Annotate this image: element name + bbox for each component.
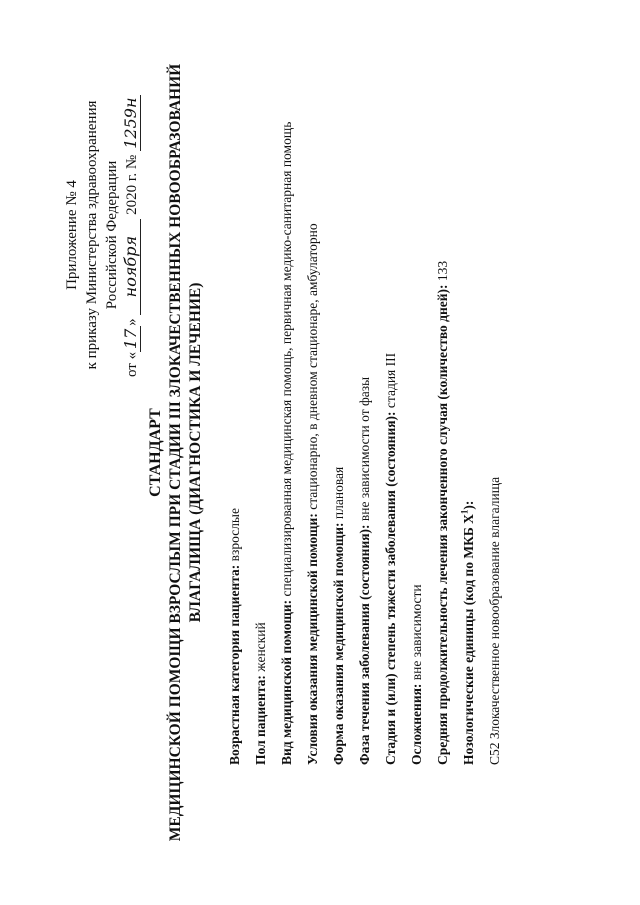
field-sex: Пол пациента: женский — [253, 622, 268, 765]
handwritten-day: 17 — [122, 326, 141, 352]
appendix-title: Приложение № 4 — [64, 180, 80, 290]
appendix-block — [62, 65, 142, 405]
footnote-marker: 1 — [459, 509, 470, 515]
handwritten-order-number: 1259н — [122, 95, 141, 151]
appendix-date-row: от «17» ноября 2020 г. № 1259н — [122, 65, 142, 405]
date-prefix: от — [124, 363, 140, 377]
field-care-conditions: Условия оказания медицинской помощи: стационарно, в дневном стационаре, амбулаторно — [305, 223, 320, 765]
field-disease-phase: Фаза течения заболевания (состояния): вне зависимости от фазы — [357, 376, 372, 765]
document-title-line1: МЕДИЦИНСКОЙ ПОМОЩИ ВЗРОСЛЫМ ПРИ СТАДИИ III ЗЛОКАЧЕСТВЕННЫХ НОВООБРАЗОВАНИЙ — [167, 63, 184, 842]
appendix-order-line: к приказу Министерства здравоохранения — [84, 100, 100, 370]
date-year: 2020 г. № — [124, 154, 140, 215]
document-title-line2: ВЛАГАЛИЩА (ДИАГНОСТИКА И ЛЕЧЕНИЕ) — [187, 282, 204, 623]
field-disease-stage: Стадия и (или) степень тяжести заболевания (состояния): стадия III — [383, 352, 398, 765]
field-age-category: Возрастная категория пациента: взрослые — [227, 508, 242, 765]
title-block — [146, 0, 205, 905]
field-care-type: Вид медицинской помощи: специализированная медицинская помощь, первичная медико-санитарная помощь — [279, 121, 294, 765]
field-icd-code: C52 Злокачественное новообразование влагалища — [487, 476, 502, 765]
field-avg-duration: Средняя продолжительность лечения законченного случая (количество дней): 133 — [435, 260, 450, 765]
appendix-ministry-line: Российской Федерации — [104, 160, 120, 310]
standard-fields — [222, 65, 508, 765]
field-complications: Осложнения: вне зависимости — [409, 584, 424, 765]
field-nosological-units: Нозологические единицы (код по МКБ $X^1$): — [459, 500, 476, 765]
handwritten-month: ноября — [122, 219, 141, 315]
field-care-form: Форма оказания медицинской помощи: плановая — [331, 466, 346, 765]
document-heading: СТАНДАРТ — [147, 408, 164, 497]
